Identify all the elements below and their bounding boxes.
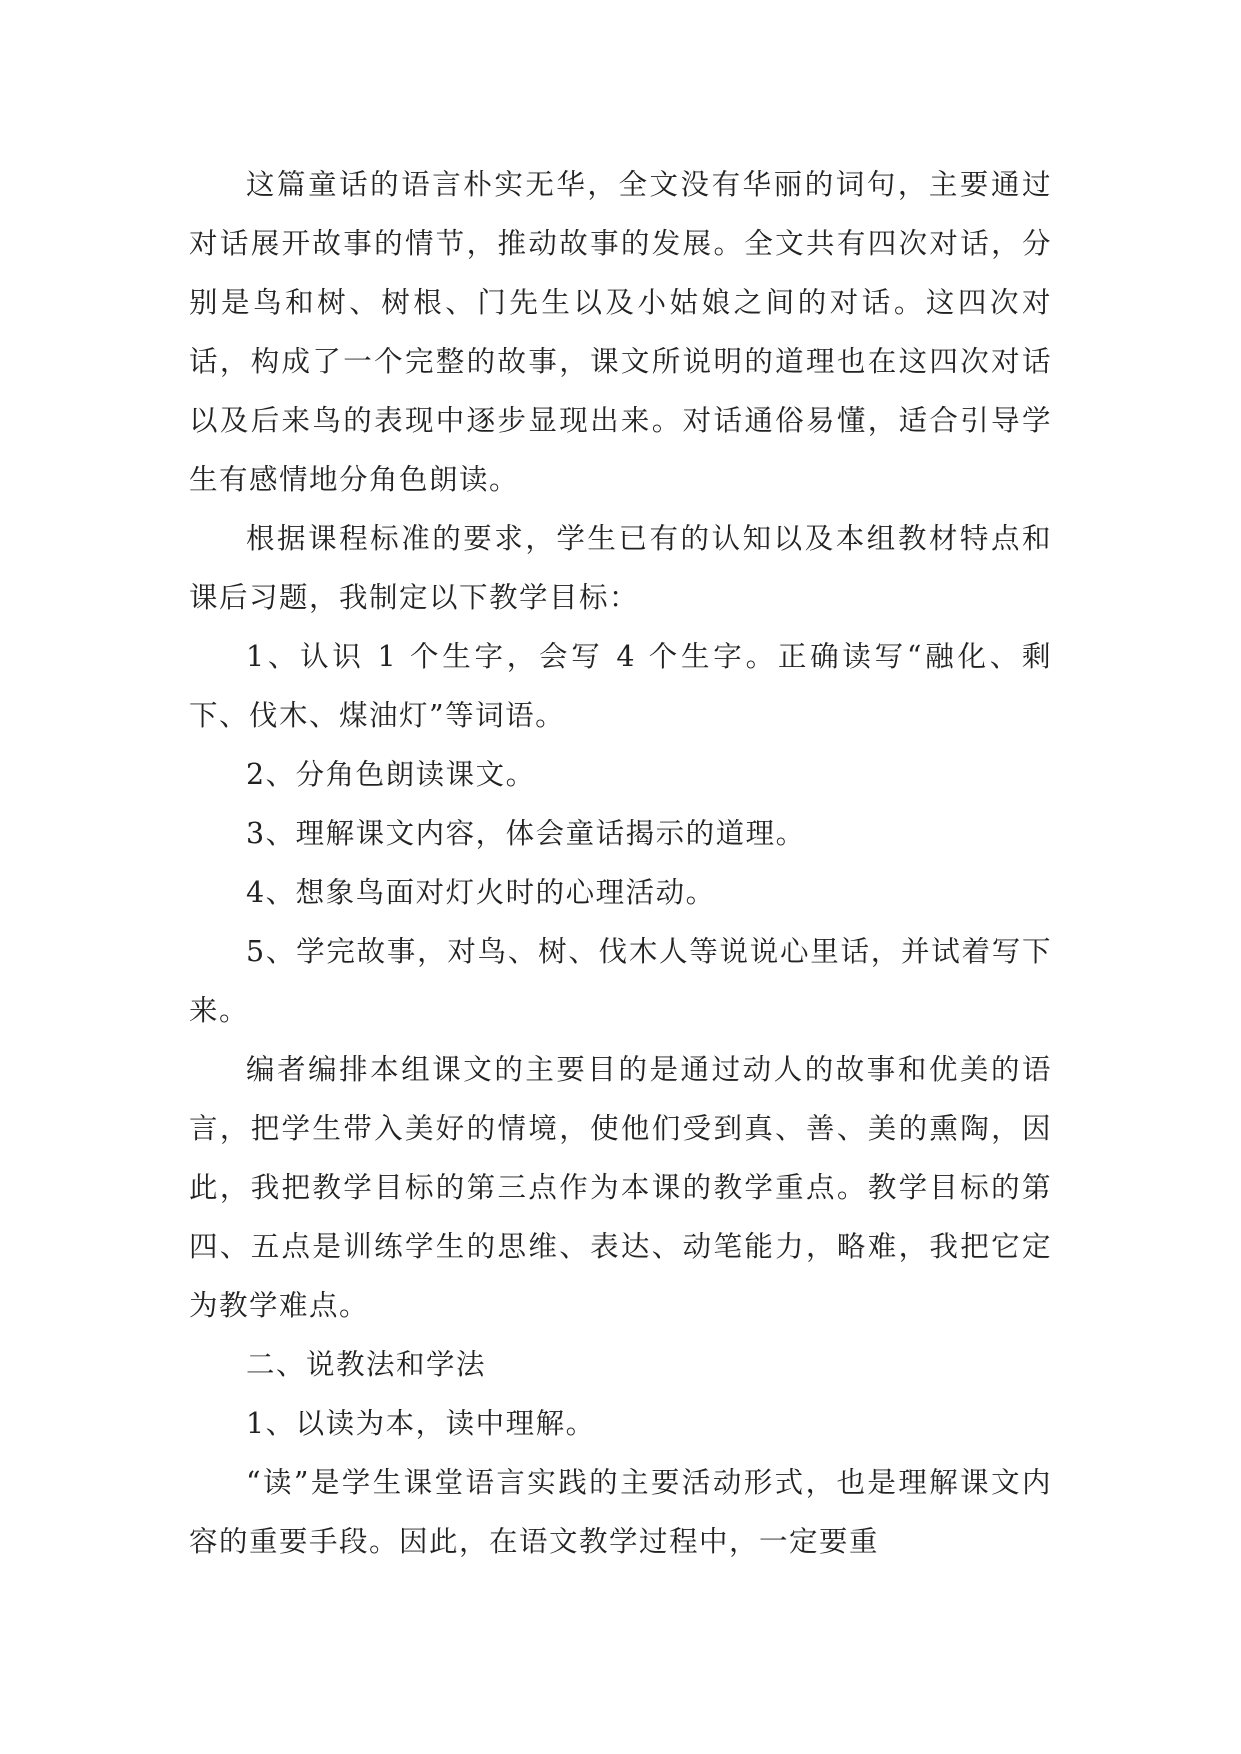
section-heading-methods: 二、说教法和学法 [246,1348,487,1381]
paragraph-teaching-goals-intro: 根据课程标准的要求，学生已有的认知以及本组教材特点和课后习题，我制定以下教学目标： [189,522,1052,614]
paragraph-reading-importance: “读”是学生课堂语言实践的主要活动形式，也是理解课文内容的重要手段。因此，在语文教学过程中，一定要重 [189,1466,1052,1558]
paragraph-key-points: 编者编排本组课文的主要目的是通过动人的故事和优美的语言，把学生带入美好的情境，使他们受到真、善、美的熏陶，因此，我把教学目标的第三点作为本课的教学重点。教学目标的第四、五点是训练学生的思维、表达、动笔能力，略难，我把它定为教学难点。 [189,1053,1052,1322]
document-page [189,155,1052,1571]
paragraph-goal-5: 5、学完故事，对鸟、树、伐木人等说说心里话，并试着写下来。 [189,935,1052,1027]
paragraph-goal-3: 3、理解课文内容，体会童话揭示的道理。 [246,817,806,850]
paragraph-goal-4: 4、想象鸟面对灯火时的心理活动。 [246,876,716,909]
paragraph-method-1: 1、以读为本，读中理解。 [246,1407,596,1440]
paragraph-goal-1: 1、认识 1 个生字，会写 4 个生字。正确读写“融化、剩下、伐木、煤油灯”等词语。 [189,640,1052,732]
paragraph-goal-2: 2、分角色朗读课文。 [246,758,536,791]
paragraph-language-analysis: 这篇童话的语言朴实无华，全文没有华丽的词句，主要通过对话展开故事的情节，推动故事的发展。全文共有四次对话，分别是鸟和树、树根、门先生以及小姑娘之间的对话。这四次对话，构成了一个完整的故事，课文所说明的道理也在这四次对话以及后来鸟的表现中逐步显现出来。对话通俗易懂，适合引导学生有感情地分角色朗读。 [189,168,1052,496]
